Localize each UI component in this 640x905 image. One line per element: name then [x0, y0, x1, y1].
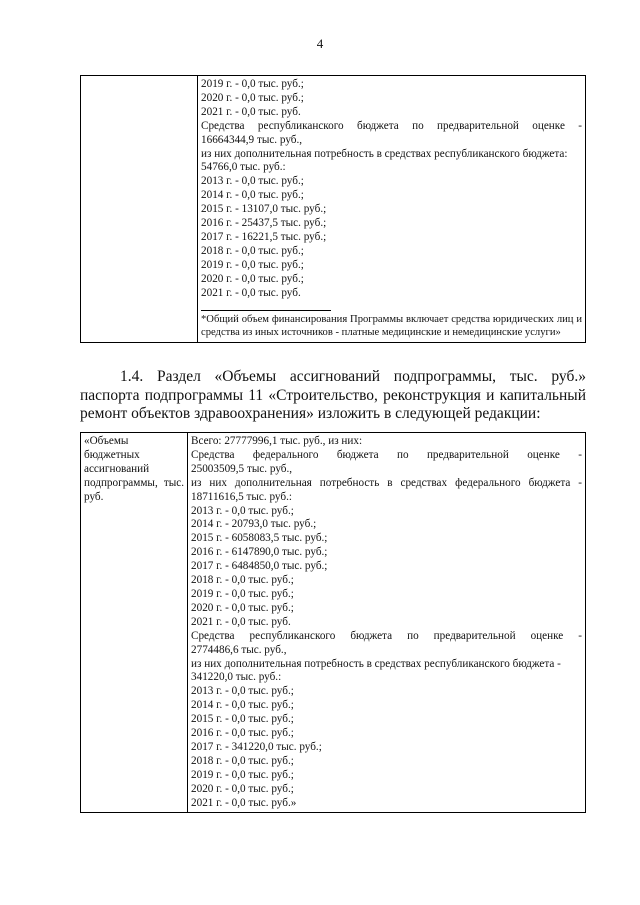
- funding-line: 2014 г. - 0,0 тыс. руб.;: [201, 189, 304, 202]
- funding-line: 2015 г. - 6058083,5 тыс. руб.;: [191, 532, 328, 545]
- funding-line: из них дополнительная потребность в средствах республиканского бюджета -: [191, 657, 561, 670]
- table1-left-cell: [81, 76, 198, 343]
- funding-line: 2021 г. - 0,0 тыс. руб.: [201, 286, 301, 299]
- funding-line: 2017 г. - 341220,0 тыс. руб.;: [191, 740, 322, 753]
- funding-line: 2018 г. - 0,0 тыс. руб.;: [201, 244, 304, 257]
- funding-line: 2774486,6 тыс. руб.,: [191, 643, 287, 656]
- funding-line: 2020 г. - 0,0 тыс. руб.;: [191, 601, 294, 614]
- funding-line: 54766,0 тыс. руб.:: [201, 161, 286, 174]
- funding-line: 2021 г. - 0,0 тыс. руб.: [201, 105, 301, 118]
- table2-right-cell: [188, 433, 586, 813]
- footnote: *Общий объем финансирования Программы включает средства юридических лиц и средства из иных источников - платные медицинские и немедицинские услуги»: [201, 313, 582, 338]
- funding-line: 2018 г. - 0,0 тыс. руб.;: [191, 574, 294, 587]
- funding-line: из них дополнительная потребность в средствах федерального бюджета -: [191, 476, 582, 489]
- table1-right-cell: [198, 76, 586, 343]
- funding-line: 2019 г. - 0,0 тыс. руб.;: [191, 768, 294, 781]
- funding-line: Средства республиканского бюджета по предварительной оценке -: [191, 629, 582, 642]
- funding-line: 2015 г. - 13107,0 тыс. руб.;: [201, 203, 327, 216]
- funding-line: 2020 г. - 0,0 тыс. руб.;: [201, 272, 304, 285]
- funding-line: 2014 г. - 0,0 тыс. руб.;: [191, 699, 294, 712]
- funding-line: 2019 г. - 0,0 тыс. руб.;: [201, 78, 304, 90]
- footnote-rule: [201, 310, 331, 311]
- passport-table-continuation: [80, 75, 586, 343]
- funding-line: 2014 г. - 20793,0 тыс. руб.;: [191, 518, 317, 531]
- funding-line: 2016 г. - 25437,5 тыс. руб.;: [201, 217, 327, 230]
- funding-line: 2021 г. - 0,0 тыс. руб.»: [191, 796, 297, 809]
- table2-left-cell: [81, 433, 188, 813]
- funding-line: 2019 г. - 0,0 тыс. руб.;: [201, 258, 304, 271]
- funding-line: Средства федерального бюджета по предварительной оценке -: [191, 448, 582, 461]
- table1-lines: [201, 78, 582, 301]
- funding-line: 18711616,5 тыс. руб.:: [191, 490, 292, 503]
- funding-line: из них дополнительная потребность в средствах республиканского бюджета:: [201, 147, 568, 160]
- funding-line: 16664344,9 тыс. руб.,: [201, 133, 303, 146]
- funding-line: Средства республиканского бюджета по предварительной оценке -: [201, 119, 582, 132]
- funding-line: 2016 г. - 0,0 тыс. руб.;: [191, 727, 294, 740]
- table2-lines: [191, 435, 582, 810]
- funding-line: 2018 г. - 0,0 тыс. руб.;: [191, 754, 294, 767]
- page-number: 4: [316, 36, 324, 51]
- funding-line: 2021 г. - 0,0 тыс. руб.: [191, 615, 291, 628]
- funding-line: 2019 г. - 0,0 тыс. руб.;: [191, 587, 294, 600]
- funding-line: 2016 г. - 6147890,0 тыс. руб.;: [191, 546, 328, 559]
- funding-line: 2020 г. - 0,0 тыс. руб.;: [191, 782, 294, 795]
- funding-line: 2015 г. - 0,0 тыс. руб.;: [191, 713, 294, 726]
- row-label: «Объемы бюджетных ассигнований подпрограммы, тыс. руб.: [84, 435, 184, 503]
- funding-line: 341220,0 тыс. руб.:: [191, 671, 282, 684]
- subprogram-funding-table: [80, 432, 586, 813]
- funding-line: 2013 г. - 0,0 тыс. руб.;: [201, 175, 304, 188]
- funding-line: Всего: 27777996,1 тыс. руб., из них:: [191, 435, 363, 447]
- funding-line: 2020 г. - 0,0 тыс. руб.;: [201, 91, 304, 104]
- funding-line: 2017 г. - 16221,5 тыс. руб.;: [201, 230, 327, 243]
- funding-line: 2013 г. - 0,0 тыс. руб.;: [191, 685, 294, 698]
- funding-line: 25003509,5 тыс. руб.,: [191, 462, 293, 475]
- amendment-instruction: [80, 368, 586, 424]
- funding-line: 2017 г. - 6484850,0 тыс. руб.;: [191, 560, 328, 573]
- funding-line: 2013 г. - 0,0 тыс. руб.;: [191, 504, 294, 517]
- instruction-paragraph: 1.4. Раздел «Объемы ассигнований подпрограммы, тыс. руб.» паспорта подпрограммы 11 «Строительство, реконструкция и капитальный ремонт объектов здравоохранения» изложить в следующей редакции:: [80, 368, 586, 422]
